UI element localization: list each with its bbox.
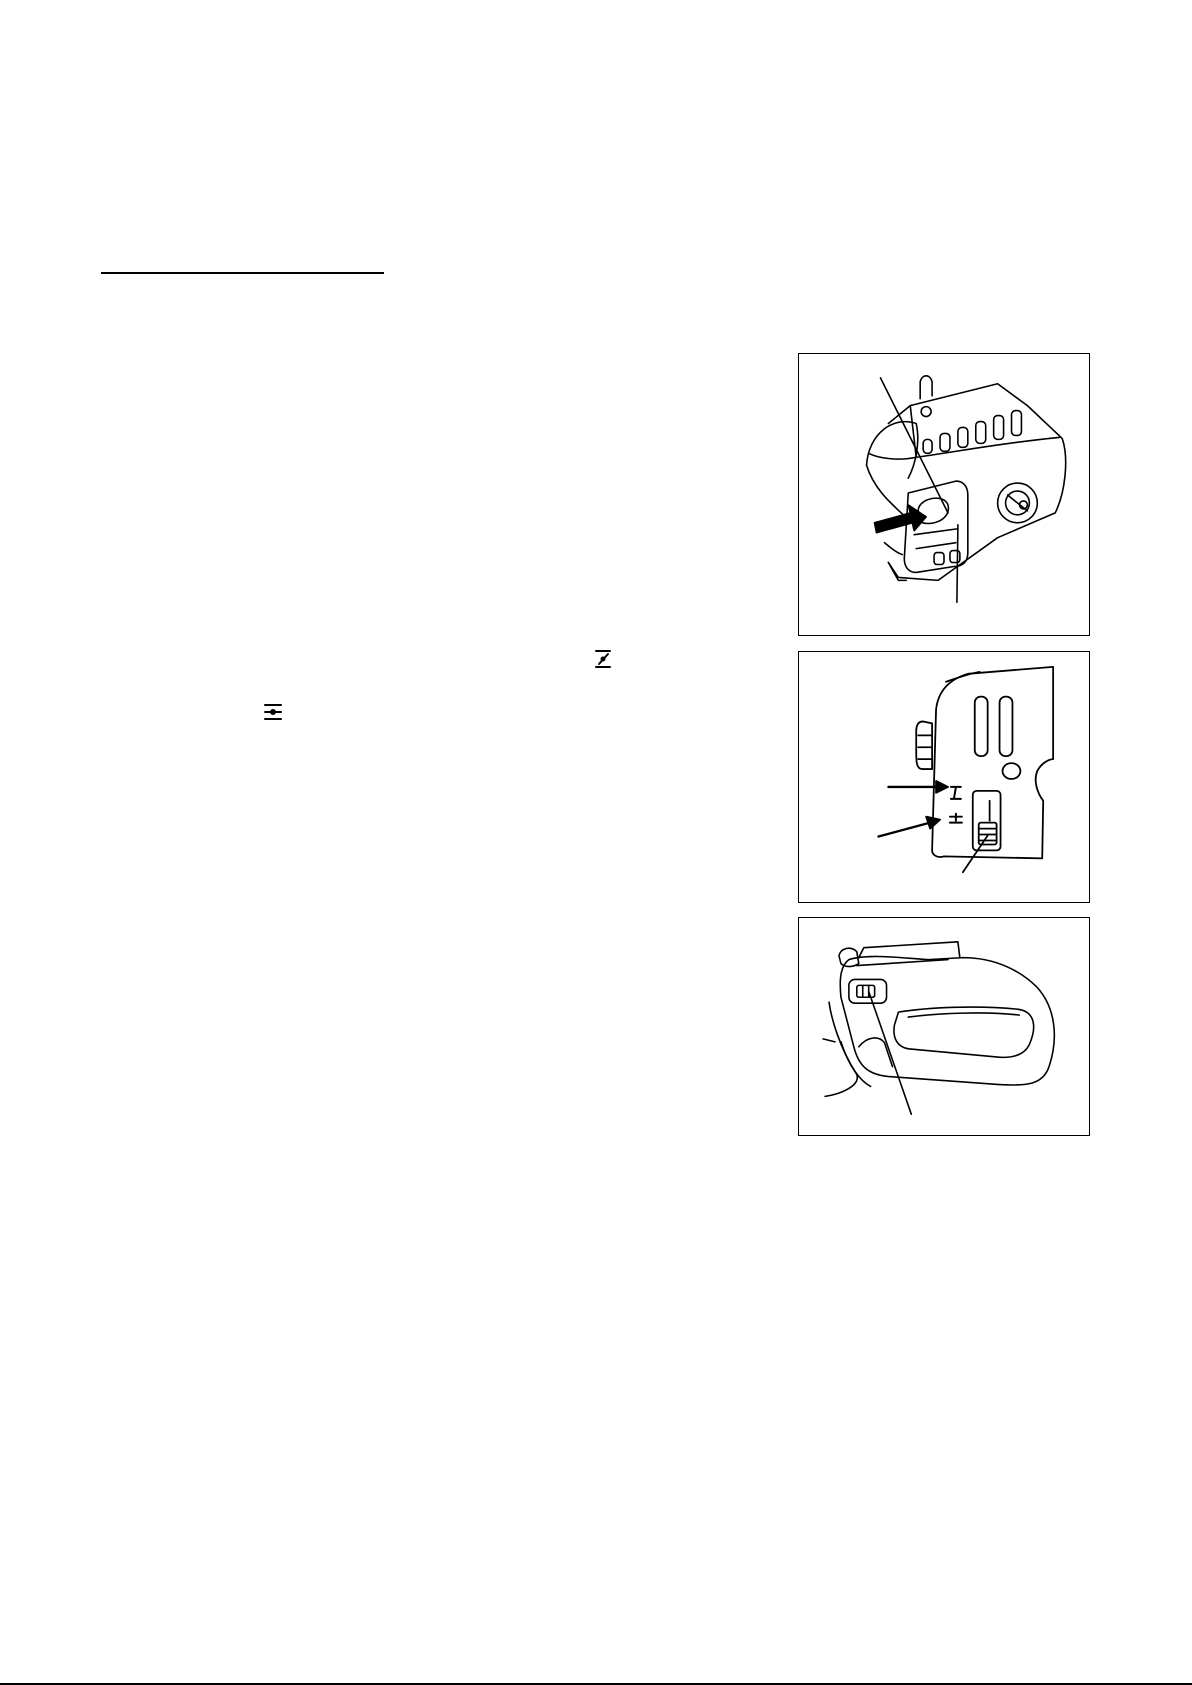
choke-closed-icon xyxy=(593,648,613,670)
section-heading-underline xyxy=(101,272,384,274)
figure-primer-pump xyxy=(798,353,1090,636)
stop-switch-illustration xyxy=(799,918,1089,1135)
figure-choke-lever xyxy=(798,651,1090,903)
primer-pump-illustration xyxy=(799,354,1089,635)
choke-lever-illustration xyxy=(799,652,1089,902)
choke-open-icon xyxy=(263,702,283,722)
figure-stop-switch xyxy=(798,917,1090,1136)
